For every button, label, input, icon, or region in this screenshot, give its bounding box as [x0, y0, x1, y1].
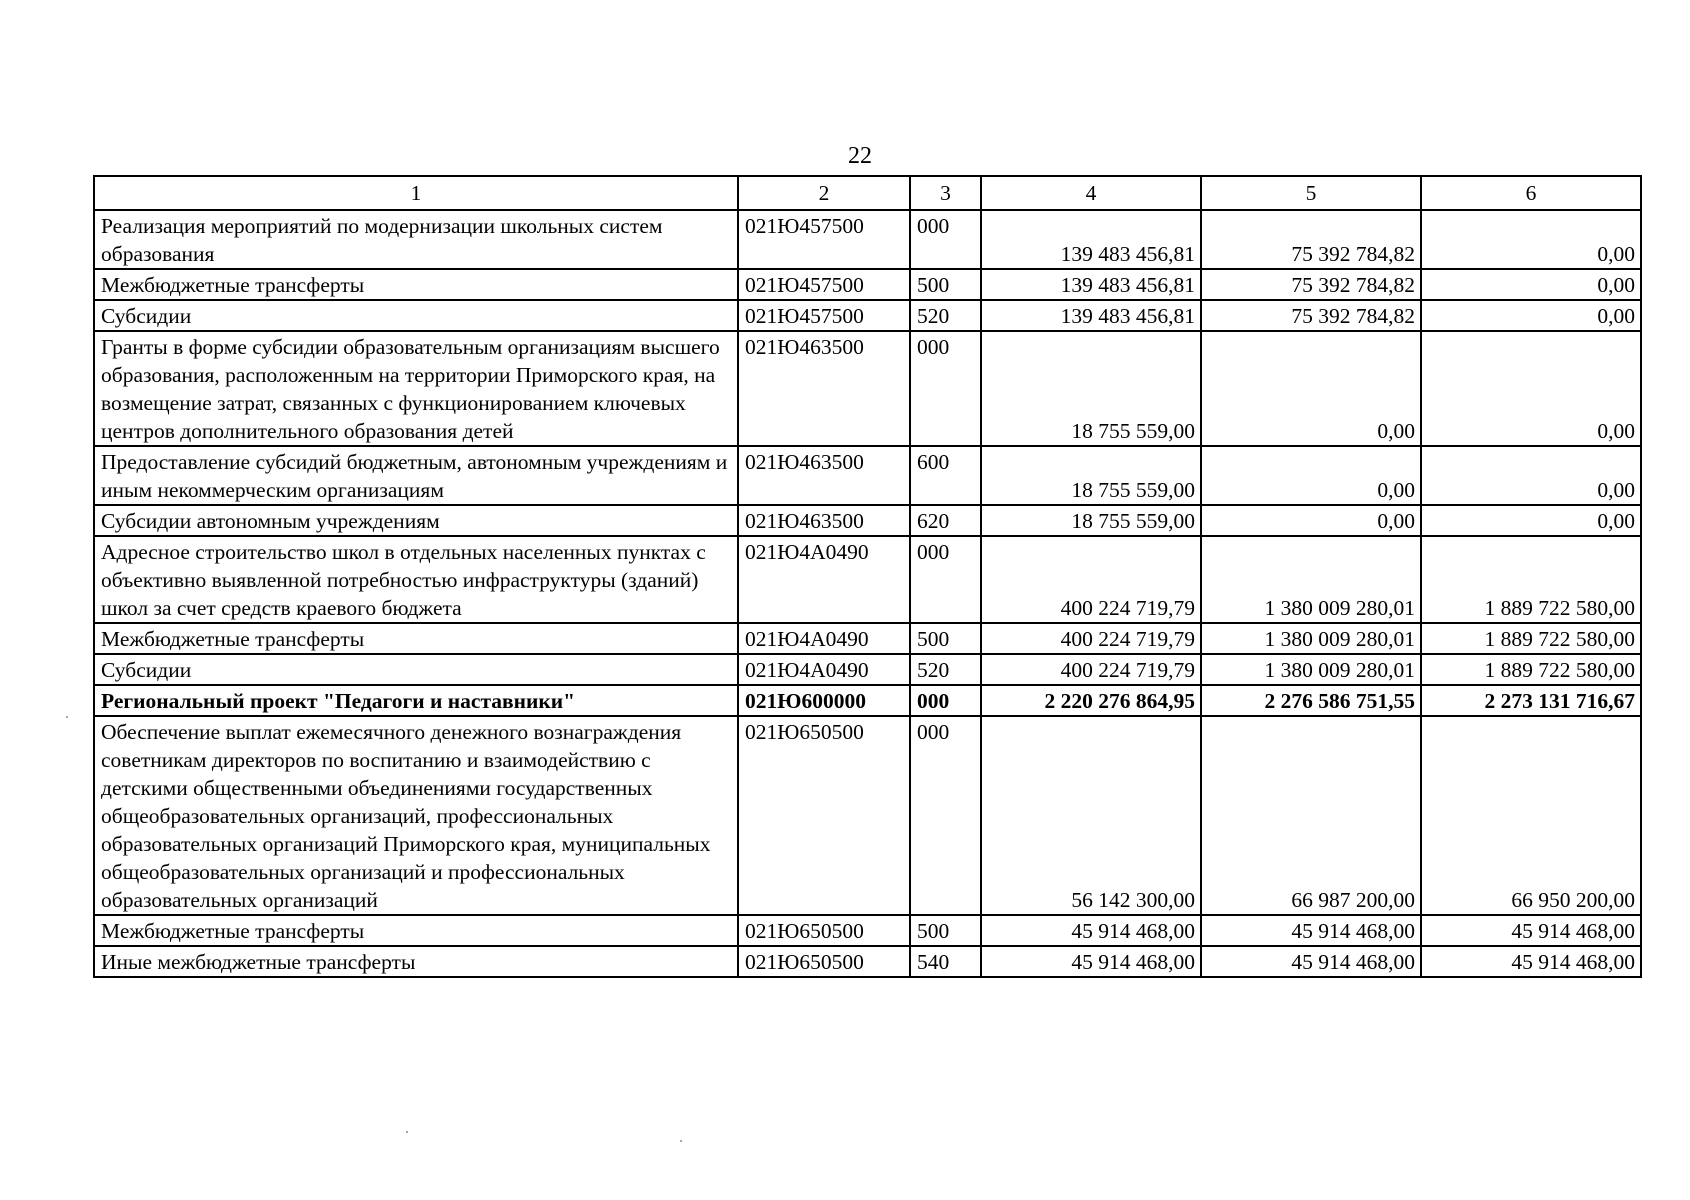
- row-code: 021Ю4А0490: [738, 623, 910, 654]
- row-value-col4: 18 755 559,00: [981, 331, 1201, 446]
- table-row: [94, 300, 1641, 331]
- column-header-3: 3: [910, 176, 981, 210]
- row-expense-type: 000: [910, 210, 981, 269]
- row-code: 021Ю463500: [738, 446, 910, 505]
- row-value-col4: 45 914 468,00: [981, 946, 1201, 977]
- row-name: Субсидии: [94, 300, 738, 331]
- row-name: Иные межбюджетные трансферты: [94, 946, 738, 977]
- row-name: Межбюджетные трансферты: [94, 269, 738, 300]
- row-value-col6: 0,00: [1421, 505, 1641, 536]
- row-expense-type: 000: [910, 331, 981, 446]
- header-row: [94, 176, 1641, 210]
- row-code: 021Ю457500: [738, 269, 910, 300]
- row-name: Реализация мероприятий по модернизации школьных систем образования: [94, 210, 738, 269]
- row-value-col6: 1 889 722 580,00: [1421, 654, 1641, 685]
- row-code: 021Ю463500: [738, 505, 910, 536]
- row-value-col6: 66 950 200,00: [1421, 716, 1641, 915]
- row-value-col6: 0,00: [1421, 446, 1641, 505]
- row-value-col5: 66 987 200,00: [1201, 716, 1421, 915]
- row-expense-type: 620: [910, 505, 981, 536]
- table-row: [94, 210, 1641, 269]
- row-expense-type: 500: [910, 915, 981, 946]
- row-value-col5: 2 276 586 751,55: [1201, 685, 1421, 716]
- row-value-col6: 45 914 468,00: [1421, 915, 1641, 946]
- row-value-col6: 0,00: [1421, 269, 1641, 300]
- row-expense-type: 520: [910, 300, 981, 331]
- row-expense-type: 540: [910, 946, 981, 977]
- table-row: [94, 716, 1641, 915]
- row-expense-type: 600: [910, 446, 981, 505]
- row-value-col5: 1 380 009 280,01: [1201, 654, 1421, 685]
- row-value-col4: 45 914 468,00: [981, 915, 1201, 946]
- row-name: Региональный проект "Педагоги и наставники": [94, 685, 738, 716]
- table-row: [94, 654, 1641, 685]
- row-expense-type: 520: [910, 654, 981, 685]
- row-code: 021Ю4А0490: [738, 654, 910, 685]
- table-row: [94, 269, 1641, 300]
- table-row: [94, 915, 1641, 946]
- row-name: Обеспечение выплат ежемесячного денежного вознаграждения советникам директоров по воспитанию и взаимодействию с детскими общественными объединениями государственных общеобразовательных организаций, профессиональных образовательных организаций Приморского края, муниципальных общеобразовательных организаций и профессиональных образовательных организаций: [94, 716, 738, 915]
- row-value-col6: 0,00: [1421, 300, 1641, 331]
- scan-speck: [680, 1140, 682, 1142]
- row-code: 021Ю463500: [738, 331, 910, 446]
- row-value-col5: 45 914 468,00: [1201, 946, 1421, 977]
- row-value-col4: 139 483 456,81: [981, 269, 1201, 300]
- row-expense-type: 000: [910, 685, 981, 716]
- column-header-4: 4: [981, 176, 1201, 210]
- column-header-1: 1: [94, 176, 738, 210]
- row-name: Межбюджетные трансферты: [94, 915, 738, 946]
- row-value-col5: 0,00: [1201, 505, 1421, 536]
- row-value-col5: 45 914 468,00: [1201, 915, 1421, 946]
- row-value-col4: 56 142 300,00: [981, 716, 1201, 915]
- row-code: 021Ю650500: [738, 915, 910, 946]
- row-name: Субсидии: [94, 654, 738, 685]
- budget-table: [93, 175, 1642, 978]
- row-value-col6: 0,00: [1421, 210, 1641, 269]
- table-row: [94, 536, 1641, 623]
- row-value-col4: 18 755 559,00: [981, 446, 1201, 505]
- row-value-col5: 0,00: [1201, 446, 1421, 505]
- row-value-col5: 1 380 009 280,01: [1201, 536, 1421, 623]
- table-row: [94, 331, 1641, 446]
- row-value-col6: 2 273 131 716,67: [1421, 685, 1641, 716]
- row-code: 021Ю4А0490: [738, 536, 910, 623]
- row-name: Субсидии автономным учреждениям: [94, 505, 738, 536]
- row-value-col4: 400 224 719,79: [981, 536, 1201, 623]
- column-header-5: 5: [1201, 176, 1421, 210]
- row-value-col5: 75 392 784,82: [1201, 300, 1421, 331]
- row-value-col5: 1 380 009 280,01: [1201, 623, 1421, 654]
- row-code: 021Ю650500: [738, 716, 910, 915]
- row-value-col4: 2 220 276 864,95: [981, 685, 1201, 716]
- row-expense-type: 500: [910, 269, 981, 300]
- row-code: 021Ю650500: [738, 946, 910, 977]
- row-name: Адресное строительство школ в отдельных населенных пунктах с объективно выявленной потребностью инфраструктуры (зданий) школ за счет средств краевого бюджета: [94, 536, 738, 623]
- row-name: Предоставление субсидий бюджетным, автономным учреждениям и иным некоммерческим организациям: [94, 446, 738, 505]
- table-row: [94, 946, 1641, 977]
- row-value-col4: 400 224 719,79: [981, 654, 1201, 685]
- row-value-col5: 75 392 784,82: [1201, 210, 1421, 269]
- table-row: [94, 446, 1641, 505]
- row-value-col4: 400 224 719,79: [981, 623, 1201, 654]
- row-value-col6: 1 889 722 580,00: [1421, 536, 1641, 623]
- row-code: 021Ю457500: [738, 300, 910, 331]
- table-row: [94, 685, 1641, 716]
- scan-speck: [406, 1131, 408, 1133]
- row-code: 021Ю457500: [738, 210, 910, 269]
- row-name: Гранты в форме субсидии образовательным организациям высшего образования, расположенным на территории Приморского края, на возмещение затрат, связанных с функционированием ключевых центров дополнительного образования детей: [94, 331, 738, 446]
- row-value-col4: 139 483 456,81: [981, 210, 1201, 269]
- row-value-col6: 1 889 722 580,00: [1421, 623, 1641, 654]
- row-value-col4: 139 483 456,81: [981, 300, 1201, 331]
- page-number: 22: [848, 143, 872, 169]
- row-name: Межбюджетные трансферты: [94, 623, 738, 654]
- table-row: [94, 505, 1641, 536]
- column-header-6: 6: [1421, 176, 1641, 210]
- row-value-col5: 75 392 784,82: [1201, 269, 1421, 300]
- table-row: [94, 623, 1641, 654]
- row-expense-type: 500: [910, 623, 981, 654]
- column-header-2: 2: [738, 176, 910, 210]
- row-code: 021Ю600000: [738, 685, 910, 716]
- row-expense-type: 000: [910, 536, 981, 623]
- scan-speck: [66, 716, 68, 718]
- row-value-col4: 18 755 559,00: [981, 505, 1201, 536]
- row-value-col6: 0,00: [1421, 331, 1641, 446]
- row-value-col6: 45 914 468,00: [1421, 946, 1641, 977]
- row-value-col5: 0,00: [1201, 331, 1421, 446]
- row-expense-type: 000: [910, 716, 981, 915]
